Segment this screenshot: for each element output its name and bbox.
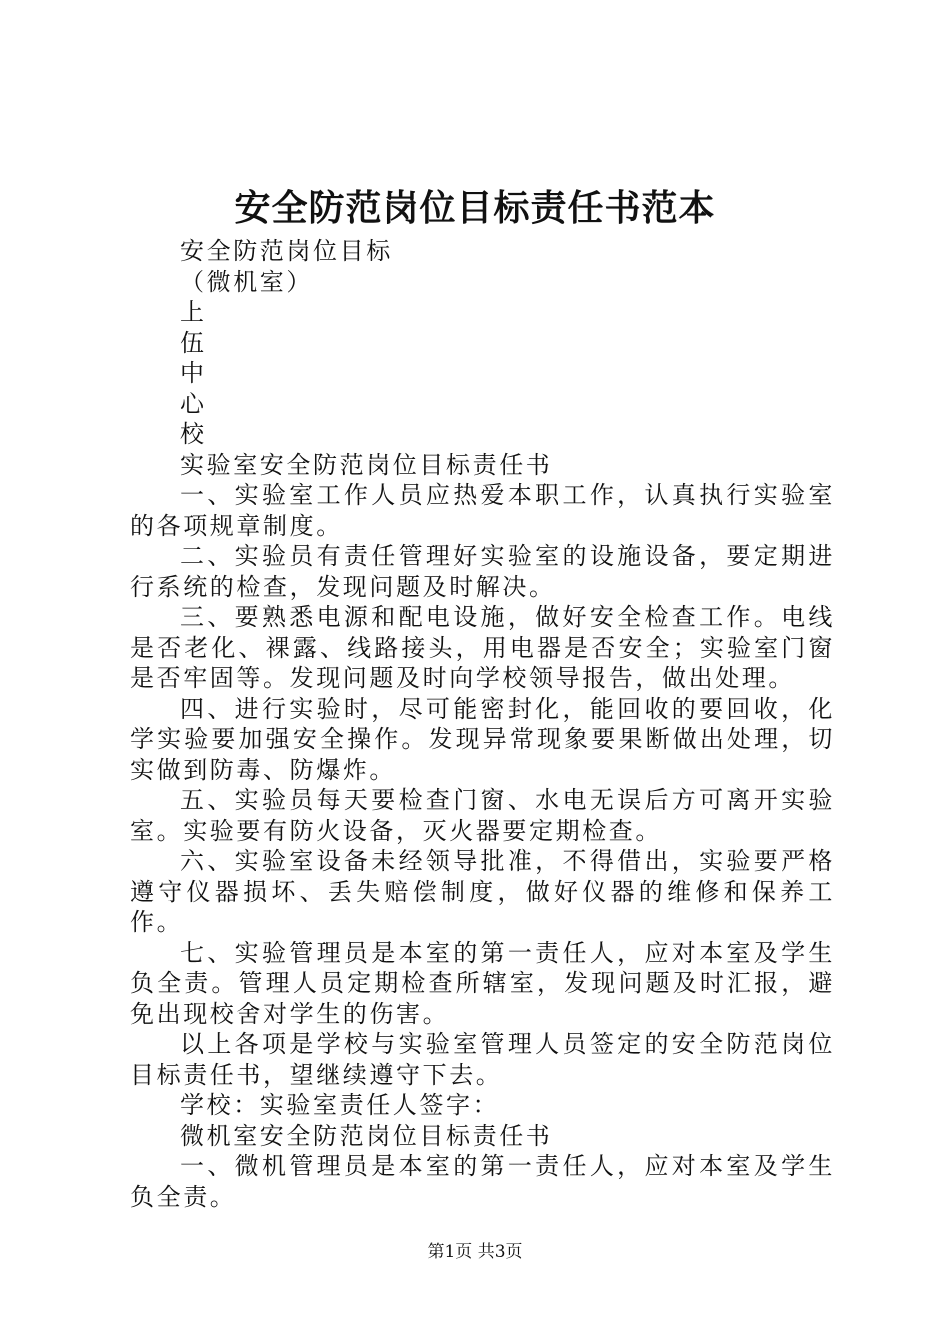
paragraph: 六、实验室设备未经领导批准，不得借出，实验要严格遵守仪器损坏、丢失赔偿制度，做好仪器的维修和保养工作。 <box>130 847 835 936</box>
intro-line: 心 <box>180 389 207 418</box>
intro-line: （微机室） <box>180 267 313 296</box>
intro-line: 上 <box>180 298 207 326</box>
section-heading: 微机室安全防范岗位目标责任书 <box>180 1121 553 1150</box>
intro-line: 安全防范岗位目标 <box>180 237 393 265</box>
signature-line: 学校：实验室责任人签字： <box>180 1091 500 1119</box>
paragraph: 七、实验管理员是本室的第一责任人，应对本室及学生负全责。管理人员定期检查所辖室，发现问题及时汇报，避免出现校舍对学生的伤害。 <box>130 938 835 1028</box>
paragraph: 以上各项是学校与实验室管理人员签定的安全防范岗位目标责任书，望继续遵守下去。 <box>130 1030 835 1089</box>
intro-line: 伍 <box>180 328 207 357</box>
paragraph: 二、实验员有责任管理好实验室的设施设备，要定期进行系统的检查，发现问题及时解决。 <box>130 542 835 601</box>
intro-line: 校 <box>180 420 207 448</box>
paragraph: 五、实验员每天要检查门窗、水电无误后方可离开实验室。实验要有防火设备，灭火器要定期检查。 <box>130 786 835 845</box>
page-footer: 第1页 共3页 <box>427 1242 523 1262</box>
paragraph: 三、要熟悉电源和配电设施，做好安全检查工作。电线是否老化、裸露、线路接头，用电器是否安全；实验室门窗是否牢固等。发现问题及时向学校领导报告，做出处理。 <box>130 603 835 692</box>
intro-line: 中 <box>180 359 207 387</box>
paragraph: 一、实验室工作人员应热爱本职工作，认真执行实验室的各项规章制度。 <box>130 481 835 540</box>
document-title: 安全防范岗位目标责任书范本 <box>234 187 716 229</box>
document-body <box>130 236 835 1212</box>
section-heading: 实验室安全防范岗位目标责任书 <box>180 450 553 479</box>
paragraph: 四、进行实验时，尽可能密封化，能回收的要回收，化学实验要加强安全操作。发现异常现象要果断做出处理，切实做到防毒、防爆炸。 <box>130 694 835 784</box>
paragraph: 一、微机管理员是本室的第一责任人，应对本室及学生负全责。 <box>130 1152 835 1211</box>
